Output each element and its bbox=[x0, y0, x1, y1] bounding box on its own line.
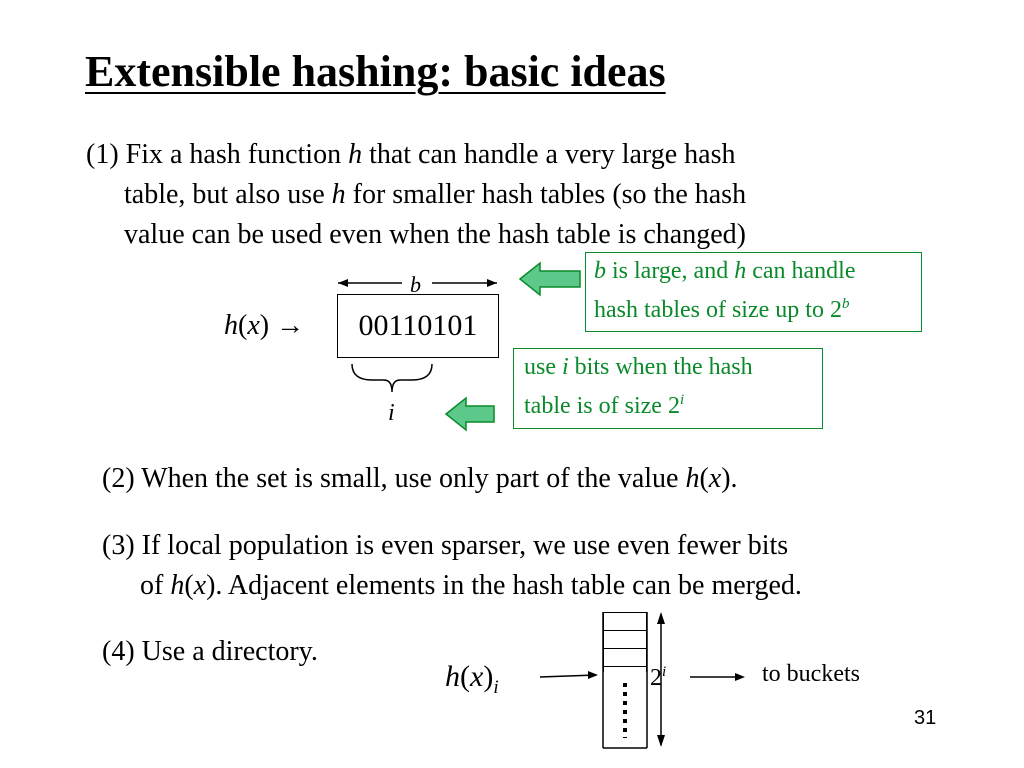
directory-cell bbox=[603, 648, 647, 666]
callout-use-i-bits: use i bits when the hash table is of size 2$^i$ bbox=[513, 348, 823, 429]
item-3-line-1: (3) If local population is even sparser, we use even fewer bits bbox=[102, 530, 789, 561]
green-arrow-icon bbox=[446, 398, 494, 430]
b-right-arrowhead bbox=[487, 279, 497, 287]
item-4: (4) Use a directory. bbox=[102, 636, 318, 667]
i-label: i bbox=[388, 400, 395, 426]
callout-b-large: b is large, and h can handle hash tables of size up to 2$^b$ bbox=[585, 252, 922, 332]
item-3-line-2: of h(x). Adjacent elements in the hash table can be merged. bbox=[140, 570, 802, 601]
item-1-line-2: table, but also use h for smaller hash tables (so the hash bbox=[124, 179, 747, 210]
bit-brace bbox=[352, 364, 432, 392]
item-2: (2) When the set is small, use only part of the value h(x). bbox=[102, 463, 738, 494]
hx-label: h(x) → bbox=[224, 310, 305, 341]
green-arrow-icon bbox=[520, 263, 580, 295]
item-1-line-1: (1) Fix a hash function h that can handle a very large hash bbox=[86, 139, 736, 170]
b-label: b bbox=[410, 272, 421, 297]
hx-to-dir-arrowhead bbox=[588, 671, 598, 679]
item-1-line-3: value can be used even when the hash table is changed) bbox=[124, 219, 746, 250]
right-arrow-icon: → bbox=[276, 310, 305, 341]
b-left-arrowhead bbox=[338, 279, 348, 287]
directory-cell bbox=[603, 630, 647, 648]
directory-size-label: 2$^i$ bbox=[650, 664, 667, 691]
directory-cell bbox=[603, 612, 647, 630]
slide-title: Extensible hashing: basic ideas bbox=[85, 47, 666, 96]
directory-cell bbox=[603, 666, 647, 672]
page-number: 31 bbox=[914, 707, 937, 729]
to-buckets-label: to buckets bbox=[762, 661, 860, 687]
hx-i-label: $h(x)_i$ bbox=[445, 660, 499, 698]
hx-to-dir-arrow bbox=[540, 675, 596, 677]
hash-bit-string: 00110101 bbox=[337, 294, 499, 358]
